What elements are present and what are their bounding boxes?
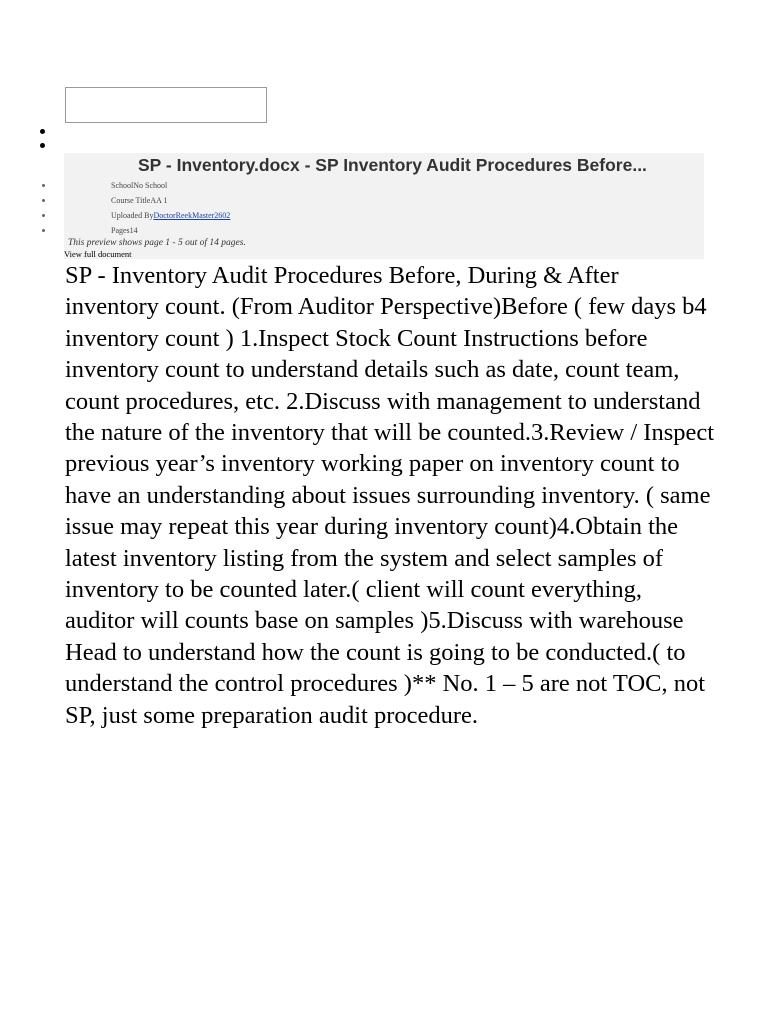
view-full-document-link[interactable]: View full document [64,249,132,259]
meta-value: 14 [129,226,138,235]
bullet-icon [42,229,45,232]
document-body-text: SP - Inventory Audit Procedures Before, During & After inventory count. (From Auditor Perspective)Before ( few days b4 inventory count ) 1.Inspect Stock Count Instructions before inventory count to understand details such as date, count team, count procedures, etc. 2.Discuss with management to understand the nature of the inventory that will be counted.3.Review / Inspect previous year’s inventory working paper on inventory count to have an understanding about issues surrounding inventory. ( same issue may repeat this year during inventory count)4.Obtain the latest inventory listing from the system and select samples of inventory to be counted later.( client will count everything, auditor will counts base on samples )5.Discuss with warehouse Head to understand how the count is going to be conducted.( to understand the control procedures )** No. 1 – 5 are not TOC, not SP, just some preparation audit procedure. [65,262,715,729]
meta-value: AA 1 [150,196,168,205]
bullet-icon [42,214,45,217]
uploader-link[interactable]: DoctorReekMaster2602 [153,211,231,220]
document-header [64,153,704,259]
meta-label: Course Title [111,196,151,205]
meta-value: No School [133,181,168,190]
preview-note: This preview shows page 1 - 5 out of 14 pages. [68,238,246,248]
meta-label: Uploaded By [111,211,154,220]
meta-label: Pages [111,226,130,235]
document-title: SP - Inventory.docx - SP Inventory Audit Procedures Before... [138,155,647,175]
search-input[interactable] [65,87,267,123]
bullet-icon [42,184,45,187]
meta-label: School [111,181,134,190]
bullet-icon [42,199,45,202]
